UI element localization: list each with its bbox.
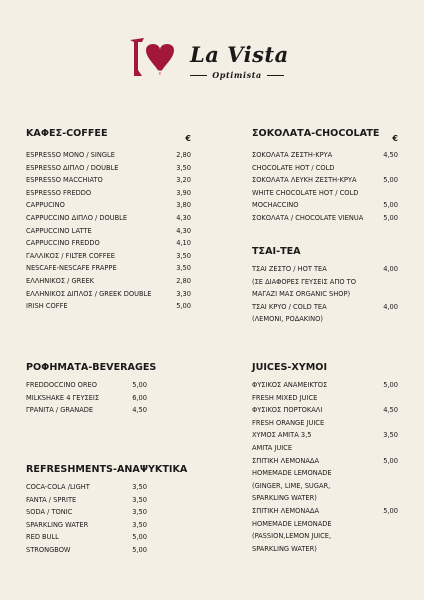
menu-item-price: 5,00 xyxy=(132,380,147,389)
menu-item xyxy=(26,404,147,417)
menu-item-price: 4,50 xyxy=(383,405,398,415)
brand-tagline: Optimista xyxy=(212,70,262,80)
menu-item-name: (ΣΕ ΔΙΑΦΟΡΕΣ ΓΕΥΣΕΙΣ ΑΠΟ ΤΟ xyxy=(252,276,356,286)
menu-item xyxy=(252,392,398,405)
menu-item-name: HOMEMADE LEMONADE xyxy=(252,468,332,478)
menu-item-price: 3,50 xyxy=(176,250,191,260)
menu-item-name: FRESH ORANGE JUICE xyxy=(252,417,325,427)
menu-item-price: 5,00 xyxy=(176,301,191,311)
menu-item-name: FRESH MIXED JUICE xyxy=(252,392,318,402)
menu-item-name: ESPRESSO MONO / SINGLE xyxy=(26,150,115,159)
menu-item xyxy=(26,288,191,301)
menu-item xyxy=(252,149,398,162)
menu-item-name: ΣΠΙΤΙΚΗ ΛΕΜΟΝΑΔΑ xyxy=(252,455,319,465)
menu-item xyxy=(26,187,191,200)
brand-name: La Vista xyxy=(190,42,289,67)
menu-item xyxy=(26,379,147,392)
menu-item-name: STRONGBOW xyxy=(26,544,71,554)
menu-item-price: 5,00 xyxy=(383,455,398,465)
menu-item-price: 3,30 xyxy=(176,288,191,298)
menu-item-name: CAPPUCCINO ΔΙΠΛΟ / DOUBLE xyxy=(26,212,128,222)
menu-item-name: (PASSION,LEMON JUICE, xyxy=(252,531,332,541)
menu-item xyxy=(252,518,398,531)
menu-item-name: MILKSHAKE 4 ΓΕΥΣΕΙΣ xyxy=(26,392,100,402)
menu-item-price: 4,50 xyxy=(383,150,398,159)
menu-item xyxy=(252,301,398,314)
menu-item-price: 4,30 xyxy=(176,212,191,222)
menu-item xyxy=(26,531,147,544)
menu-item-name: SPARKLING WATER) xyxy=(252,493,317,503)
menu-item-price: 5,00 xyxy=(132,544,147,554)
menu-item-name: SPARKLING WATER) xyxy=(252,543,317,553)
menu-item-price: 3,50 xyxy=(176,263,191,273)
menu-item xyxy=(252,404,398,417)
menu-item xyxy=(252,313,398,326)
menu-item-name: (GINGER, LIME, SUGAR, xyxy=(252,480,331,490)
menu-item-price: 3,50 xyxy=(176,162,191,172)
menu-item xyxy=(26,225,191,238)
menu-item xyxy=(252,505,398,518)
menu-item-name: ΣΟΚΟΛΑΤΑ ΖΕΣΤΗ-ΚΡΥΑ xyxy=(252,150,333,159)
menu-item-name: WHITE CHOCOLATE HOT / COLD xyxy=(252,187,359,197)
menu-item-price: 4,00 xyxy=(383,264,398,273)
menu-item-price: 5,00 xyxy=(383,175,398,185)
menu-item-price: 5,00 xyxy=(132,532,147,542)
menu-item-name: (ΛΕΜΟΝΙ, ΡΟΔΑΚΙΝΟ) xyxy=(252,314,323,324)
menu-item xyxy=(252,429,398,442)
menu-item xyxy=(26,392,147,405)
menu-item-name: HOMEMADE LEMONADE xyxy=(252,518,332,528)
menu-item-name: NESCAFE-NESCAFE FRAPPE xyxy=(26,263,117,273)
menu-item-name: AMITA JUICE xyxy=(252,442,293,452)
menu-item xyxy=(26,250,191,263)
menu-item-name: MOCHACCINO xyxy=(252,200,299,210)
menu-item-name: SODA / TONIC xyxy=(26,507,73,517)
menu-item xyxy=(26,300,191,313)
menu-item-price: 4,50 xyxy=(132,405,147,415)
menu-item xyxy=(252,379,398,392)
section-title: ΣΟΚΟΛΑΤΑ-CHOCOLATE € xyxy=(252,128,398,143)
menu-item-price: 4,10 xyxy=(176,238,191,248)
divider xyxy=(267,75,284,76)
menu-item xyxy=(252,480,398,493)
menu-item-price: 4,30 xyxy=(176,225,191,235)
section-coffee xyxy=(26,128,191,313)
menu-item-name: CHOCOLATE HOT / COLD xyxy=(252,162,335,172)
menu-item xyxy=(252,530,398,543)
menu-item xyxy=(252,288,398,301)
menu-item xyxy=(252,276,398,289)
menu-item-name: ΕΛΛΗΝΙΚΟΣ / GREEK xyxy=(26,275,95,285)
menu-item-price: 6,00 xyxy=(132,392,147,402)
menu-item-name: COCA-COLA /LIGHT xyxy=(26,482,90,491)
menu-item-name: ΤΣΑΙ ΚΡΥΟ / COLD TEA xyxy=(252,301,327,311)
menu-item xyxy=(26,174,191,187)
menu-item-name: FREDDOCCINO OREO xyxy=(26,380,97,389)
menu-item-name: ESPRESSO FREDDO xyxy=(26,187,92,197)
menu-item-price: 2,80 xyxy=(176,150,191,159)
menu-item-name: RED BULL xyxy=(26,532,59,542)
menu-item xyxy=(26,262,191,275)
menu-item-price: 2,80 xyxy=(176,275,191,285)
menu-item xyxy=(252,417,398,430)
tagline-row xyxy=(190,70,284,80)
menu-item-name: ESPRESSO ΔΙΠΛΟ / DOUBLE xyxy=(26,162,119,172)
menu-item-name: ΣΟΚΟΛΑΤΑ ΛΕΥΚΗ ΖΕΣΤΗ-ΚΡΥΑ xyxy=(252,175,357,185)
menu-item-price: 3,50 xyxy=(132,519,147,529)
menu-item-name: ESPRESSO MACCHIATO xyxy=(26,175,103,185)
section-juices xyxy=(252,362,398,555)
menu-item-price: 3,50 xyxy=(132,494,147,504)
menu-item xyxy=(26,544,147,557)
menu-item-name: CAPPUCINO xyxy=(26,200,65,210)
currency-label: € xyxy=(185,134,191,143)
menu-item-price: 5,00 xyxy=(383,380,398,389)
menu-item xyxy=(252,199,398,212)
menu-item xyxy=(26,237,191,250)
section-title: ΚΑΦΕΣ-COFFEE € xyxy=(26,128,191,143)
menu-item-price: 3,50 xyxy=(132,482,147,491)
menu-item-name: ΕΛΛΗΝΙΚΟΣ ΔΙΠΛΟΣ / GREEK DOUBLE xyxy=(26,288,152,298)
menu-item xyxy=(26,162,191,175)
logo-header xyxy=(0,0,424,92)
menu-item-price: 5,00 xyxy=(383,200,398,210)
menu-item-price: 4,00 xyxy=(383,301,398,311)
section-title: ΤΣΑΙ-TEA xyxy=(252,246,301,257)
menu-item-name: SPARKLING WATER xyxy=(26,519,89,529)
menu-item-name: ΦΥΣΙΚΟΣ ΠΟΡΤΟΚΑΛΙ xyxy=(252,405,323,415)
menu-item xyxy=(26,149,191,162)
menu-item-name: FANTA / SPRITE xyxy=(26,494,77,504)
menu-item xyxy=(252,263,398,276)
section-tea xyxy=(252,246,398,326)
brand-logo-icon xyxy=(124,36,180,82)
menu-item-price: 3,50 xyxy=(132,507,147,517)
menu-item xyxy=(252,187,398,200)
menu-item-name: IRISH COFFE xyxy=(26,301,68,311)
menu-item-price: 5,00 xyxy=(383,505,398,515)
menu-item xyxy=(252,492,398,505)
menu-item-name: ΦΥΣΙΚΟΣ ΑΝΑΜΕΙΚΤΟΣ xyxy=(252,380,328,389)
section-beverages xyxy=(26,362,157,417)
menu-item xyxy=(26,519,147,532)
menu-item xyxy=(252,442,398,455)
menu-item-name: ΣΟΚΟΛΑΤΑ / CHOCOLATE VIENUA xyxy=(252,212,364,222)
menu-item xyxy=(26,506,147,519)
menu-item-price: 3,80 xyxy=(176,200,191,210)
menu-item-name: ΤΣΑΙ ΖΕΣΤΟ / HOT TEA xyxy=(252,264,327,273)
section-chocolate xyxy=(252,128,398,225)
menu-item xyxy=(252,162,398,175)
menu-item-name: ΓΑΛΛΙΚΟΣ / FILTER COFFEE xyxy=(26,250,115,260)
menu-item-name: CAPPUCCINO LATTE xyxy=(26,225,92,235)
menu-item xyxy=(26,212,191,225)
menu-item xyxy=(252,212,398,225)
divider xyxy=(190,75,207,76)
currency-label: € xyxy=(392,134,398,143)
section-title: REFRESHMENTS-ΑΝΑΨΥΚΤΙΚΑ xyxy=(26,464,188,475)
menu-item-name: ΜΑΓΑΖΙ ΜΑΣ ORGANIC SHOP) xyxy=(252,289,351,299)
menu-item xyxy=(26,275,191,288)
section-refreshments xyxy=(26,464,188,557)
menu-item-price: 5,00 xyxy=(383,212,398,222)
menu-item-name: ΓΡΑΝΙΤΑ / GRANADE xyxy=(26,405,94,415)
menu-item xyxy=(252,543,398,556)
menu-item xyxy=(26,199,191,212)
menu-item-price: 3,20 xyxy=(176,175,191,185)
menu-item-name: ΣΠΙΤΙΚΗ ΛΕΜΟΝΑΔΑ xyxy=(252,505,319,515)
menu-item-price: 3,90 xyxy=(176,187,191,197)
menu-item-price: 3,50 xyxy=(383,430,398,440)
menu-item-name: CAPPUCCINO FREDDO xyxy=(26,238,100,248)
menu-item xyxy=(252,467,398,480)
menu-item xyxy=(26,494,147,507)
menu-item xyxy=(252,455,398,468)
menu-item-name: ΧΥΜΟΣ ΑΜΙΤΑ 3,5 xyxy=(252,430,312,440)
section-title: ΡΟΦΗΜΑΤΑ-BEVERAGES xyxy=(26,362,157,373)
menu-item xyxy=(252,174,398,187)
menu-item xyxy=(26,481,147,494)
section-title: JUICES-ΧΥΜΟΙ xyxy=(252,362,328,373)
